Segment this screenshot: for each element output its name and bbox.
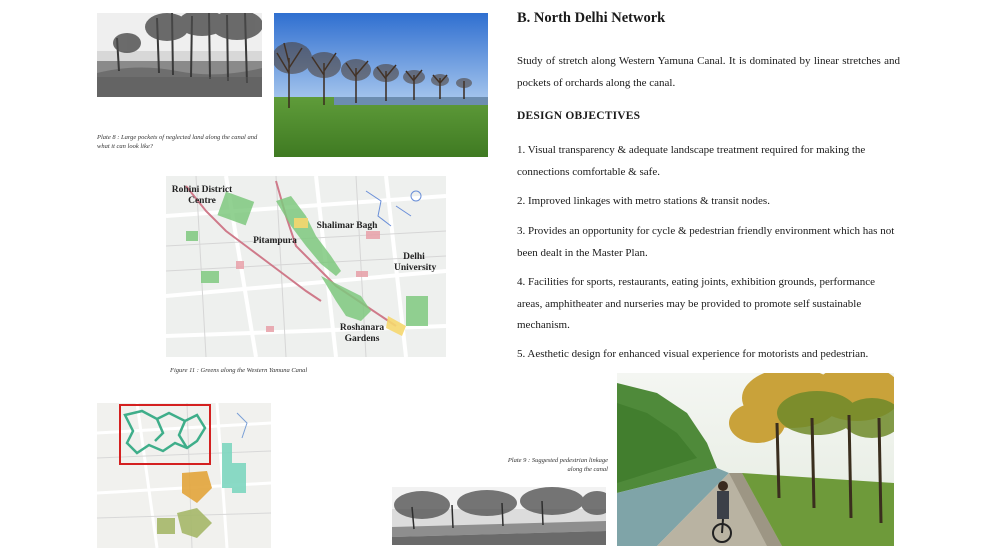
shalimar-bagh-label: Shalimar Bagh xyxy=(316,221,378,231)
highlight-box xyxy=(119,404,211,465)
roshanara-gardens-label: Roshanara Gardens xyxy=(339,323,385,344)
delhi-university-label: Delhi University xyxy=(394,252,437,273)
plate9-caption: Plate 9 : Suggested pedestrian linkage along the canal xyxy=(507,457,608,473)
locator-map xyxy=(97,403,271,548)
plate8-caption: Plate 8 : Large pockets of neglected land along the canal and what it can look like? xyxy=(97,134,258,150)
rohini-label: Rohini District Centre xyxy=(171,185,233,206)
neglected-land-photo xyxy=(97,13,262,97)
pedestrian-linkage-render xyxy=(617,373,894,546)
objective-1: 1. Visual transparency & adequate landscape treatment required for making the connections comfortable & safe. xyxy=(517,144,866,178)
objective-3: 3. Provides an opportunity for cycle & pedestrian friendly environment which has not been dealt in the Master Plan. xyxy=(517,225,895,259)
pitampura-label: Pitampura xyxy=(253,236,297,246)
canal-bw-photo xyxy=(392,487,606,545)
objective-5: 5. Aesthetic design for enhanced visual experience for motorists and pedestrian. xyxy=(517,348,869,360)
intro-paragraph: Study of stretch along Western Yamuna Canal. It is dominated by linear stretches and pockets of orchards along the canal. xyxy=(517,55,900,89)
park-trees-photo xyxy=(274,13,488,157)
section-title: B. North Delhi Network xyxy=(517,10,666,26)
figure11-caption: Figure 11 : Greens along the Western Yamuna Canal xyxy=(170,367,308,374)
canal-greens-map xyxy=(166,176,446,357)
objective-2: 2. Improved linkages with metro stations & transit nodes. xyxy=(517,195,770,207)
objective-4: 4. Facilities for sports, restaurants, eating joints, exhibition grounds, performance areas, amphitheater and nurseries may be provided to promote self sustainable mechanism. xyxy=(517,276,876,331)
objectives-heading: DESIGN OBJECTIVES xyxy=(517,110,641,122)
